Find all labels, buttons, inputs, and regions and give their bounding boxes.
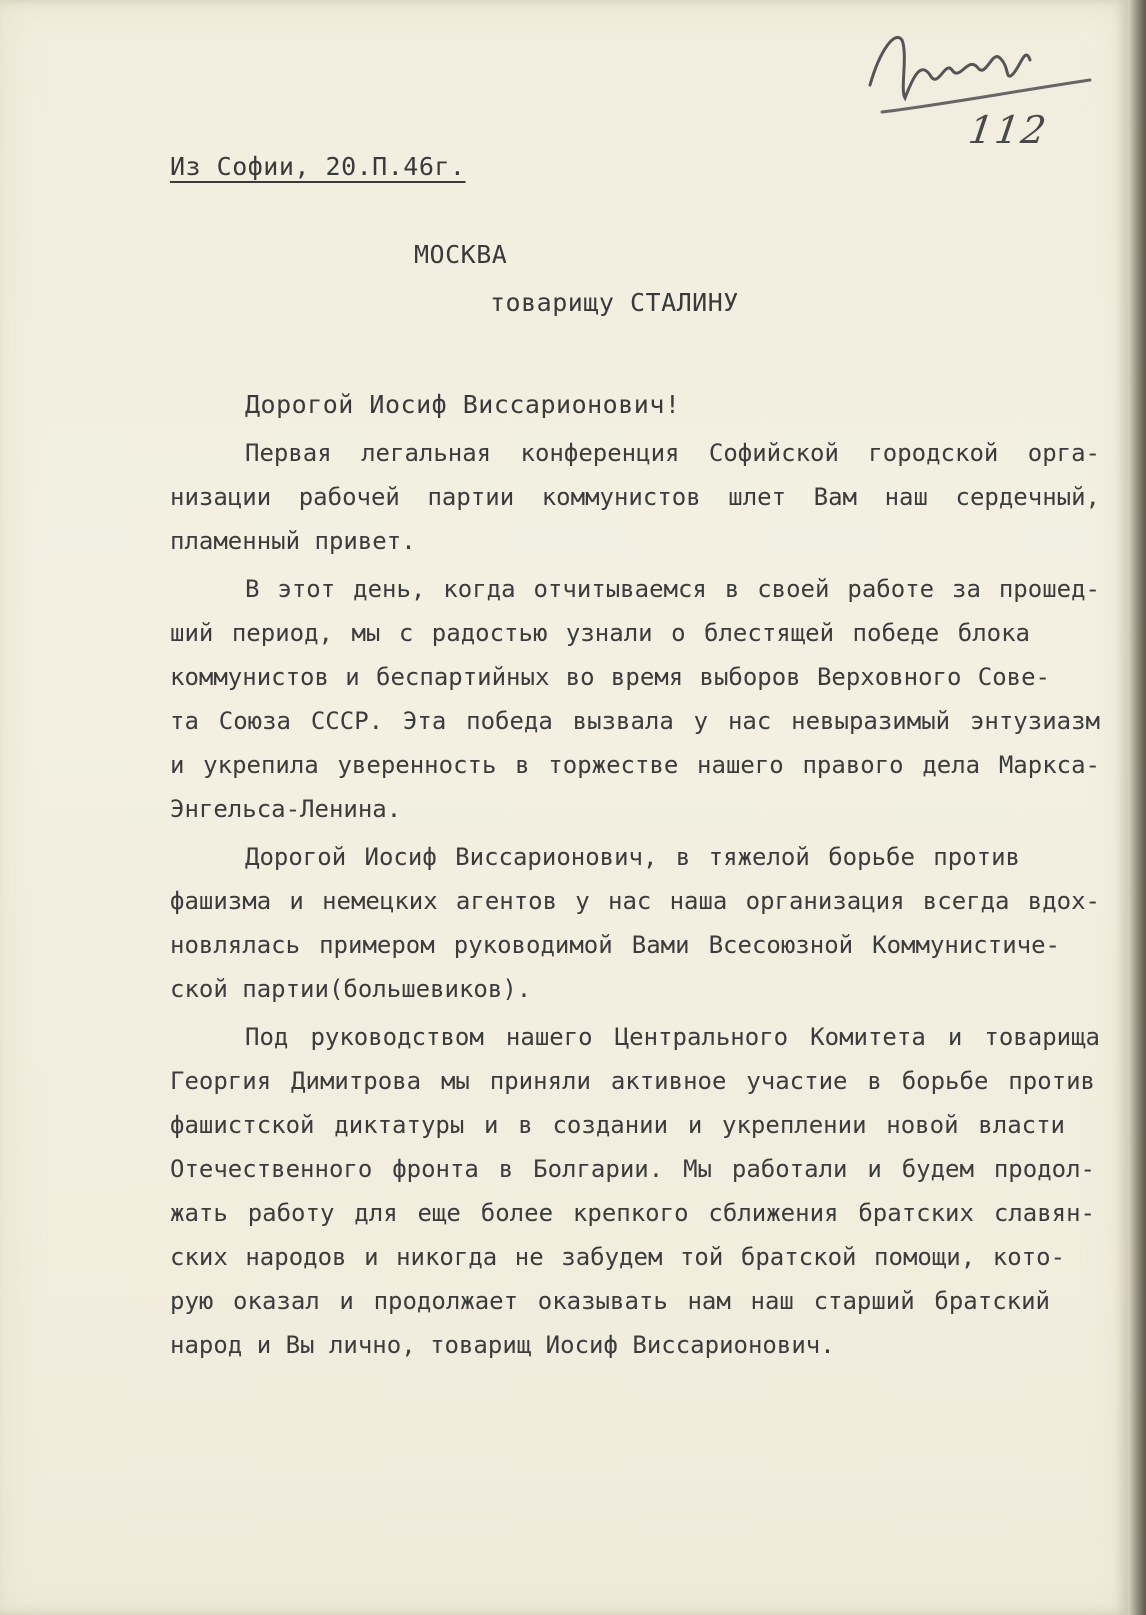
body-line: рую оказал и продолжает оказывать нам наш старший братский [170,1287,1050,1315]
body-line: Георгия Димитрова мы приняли активное участие в борьбе против [170,1067,1095,1095]
body-line: ских народов и никогда не забудем той братской помощи, кото- [170,1243,1065,1271]
body-line: народ и Вы лично, товарищ Иосиф Виссарионович. [170,1331,835,1359]
body-line: ший период, мы с радостью узнали о блестящей победе блока [170,619,1030,647]
recipient-heading: товарищу СТАЛИНУ [490,288,739,317]
body-line: Первая легальная конференция Софийской городской орга- [245,439,1100,467]
page-edge-shadow [1128,0,1146,1615]
salutation: Дорогой Иосиф Виссарионович! [245,390,681,419]
handwritten-archive-signature [860,20,1100,120]
body-line: ской партии(большевиков). [170,975,532,1003]
body-line: Отечественного фронта в Болгарии. Мы работали и будем продол- [170,1155,1095,1183]
body-line: фашизма и немецких агентов у нас наша организация всегда вдох- [170,887,1100,915]
body-line: Под руководством нашего Центрального Комитета и товарища [245,1023,1100,1051]
body-line: низации рабочей партии коммунистов шлет Вам наш сердечный, [170,483,1100,511]
body-line: пламенный привет. [170,527,416,555]
body-line: Энгельса-Ленина. [170,795,402,823]
body-line: фашистской диктатуры и в создании и укреплении новой власти [170,1111,1065,1139]
body-line: и укрепила уверенность в торжестве нашего правого дела Маркса- [170,751,1100,779]
body-line: жать работу для еще более крепкого сближения братских славян- [170,1199,1095,1227]
body-line: новлялась примером руководимой Вами Всесоюзной Коммунистиче- [170,931,1060,959]
body-line: та Союза СССР. Эта победа вызвала у нас невыразимый энтузиазм [170,707,1100,735]
body-line: В этот день, когда отчитываемся в своей работе за прошед- [245,575,1100,603]
body-line: Дорогой Иосиф Виссарионович, в тяжелой борьбе против [245,843,1020,871]
page-number: 112 [966,108,1052,152]
header-date: Из Софии, 20.П.46г. [170,152,466,181]
body-line: коммунистов и беспартийных во время выборов Верховного Сове- [170,663,1050,691]
city-heading: МОСКВА [414,240,508,269]
